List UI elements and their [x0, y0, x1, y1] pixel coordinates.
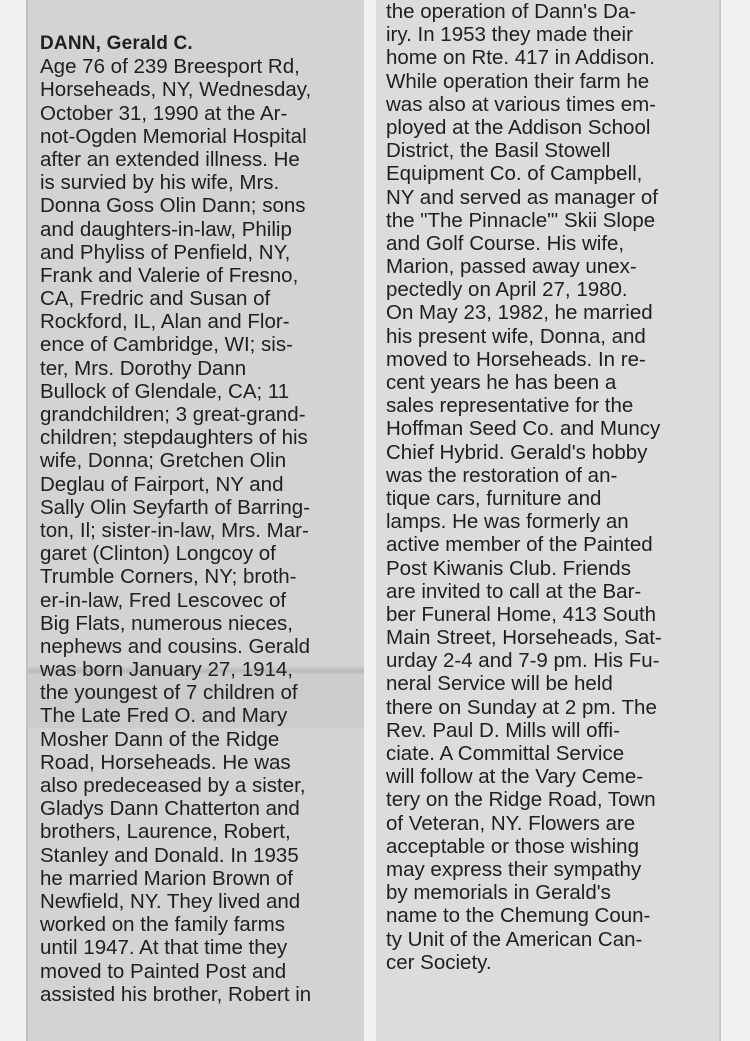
scan-edge-right [719, 0, 721, 1041]
text-line: Big Flats, numerous nieces, [40, 611, 293, 635]
obituary-left-column [40, 32, 358, 1006]
text-line: the "The Pinnacle"' Skii Slope [386, 208, 656, 232]
text-line: grandchildren; 3 great-grand- [40, 403, 306, 426]
text-line: ber Funeral Home, 413 South [386, 602, 657, 626]
text-line: Deglau of Fairport, NY and [40, 472, 284, 496]
text-line: he married Marion Brown of [40, 866, 293, 890]
text-line: iry. In 1953 they made their [386, 23, 633, 47]
text-line: name to the Chemung Coun- [386, 904, 651, 928]
text-line: and daughters-in-law, Philip [40, 217, 292, 241]
text-line: by memorials in Gerald's [386, 881, 611, 905]
text-line: the youngest of 7 children of [40, 681, 298, 705]
text-line: While operation their farm he [386, 69, 650, 93]
text-line: Road, Horseheads. He was [40, 750, 291, 774]
text-line: Post Kiwanis Club. Friends [386, 556, 631, 580]
text-line: moved to Horseheads. In re- [386, 347, 646, 371]
text-line: pectedly on April 27, 1980. [386, 278, 628, 302]
text-line: of Veteran, NY. Flowers are [386, 811, 636, 835]
text-line: home on Rte. 417 in Addison. [386, 46, 655, 70]
text-line: after an extended illness. He [40, 147, 300, 171]
text-line: Marion, passed away unex- [386, 255, 637, 279]
text-line: District, the Basil Stowell [386, 139, 611, 163]
text-line: and Phyliss of Penfield, NY, [40, 240, 291, 264]
text-line: also predeceased by a sister, [40, 774, 306, 797]
text-line: are invited to call at the Bar- [386, 579, 642, 603]
text-line: Age 76 of 239 Breesport Rd, [40, 55, 300, 79]
text-line: nephews and cousins. Gerald [40, 634, 311, 658]
text-line: Chief Hybrid. Gerald's hobby [386, 440, 648, 464]
text-line: ton, Il; sister-in-law, Mrs. Mar- [40, 518, 309, 542]
text-line: worked on the family farms [40, 913, 285, 937]
text-line: tique cars, furniture and [386, 486, 602, 510]
obituary-heading: DANN, Gerald C. [40, 33, 193, 54]
text-line: Equipment Co. of Campbell, [386, 162, 643, 186]
text-line: Bullock of Glendale, CA; 11 [40, 379, 290, 403]
text-line: was born January 27, 1914, [40, 658, 293, 682]
text-line: Horseheads, NY, Wednesday, [40, 78, 312, 102]
text-line: was also at various times em- [386, 92, 657, 116]
text-line: Rockford, IL, Alan and Flor- [40, 310, 290, 334]
text-line: er-in-law, Fred Lescovec of [40, 588, 287, 612]
text-line: The Late Fred O. and Mary [40, 704, 288, 728]
text-line: Hoffman Seed Co. and Muncy [386, 417, 661, 441]
text-line: neral Service will be held [386, 672, 613, 696]
text-line: cent years he has been a [386, 371, 617, 394]
text-line: Frank and Valerie of Fresno, [40, 263, 299, 287]
text-line: garet (Clinton) Longcoy of [40, 542, 276, 566]
text-line: Mosher Dann of the Ridge [40, 727, 280, 751]
right-column-text [386, 0, 711, 974]
text-line: tery on the Ridge Road, Town [386, 788, 656, 812]
text-line: NY and served as manager of [386, 185, 658, 209]
text-line: ence of Cambridge, WI; sis- [40, 333, 293, 357]
text-line: his present wife, Donna, and [386, 324, 646, 348]
left-column-text [40, 55, 358, 1006]
text-line: ployed at the Addison School [386, 115, 651, 139]
text-line: active member of the Painted [386, 533, 653, 557]
text-line: Main Street, Horseheads, Sat- [386, 626, 662, 650]
text-line: moved to Painted Post and [40, 959, 287, 983]
text-line: not-Ogden Memorial Hospital [40, 124, 307, 148]
text-line: CA, Fredric and Susan of [40, 287, 271, 311]
text-line: until 1947. At that time they [40, 936, 288, 960]
text-line: lamps. He was formerly an [386, 510, 629, 534]
text-line: brothers, Laurence, Robert, [40, 820, 291, 844]
text-line: will follow at the Vary Ceme- [386, 765, 644, 789]
text-line: is survied by his wife, Mrs. [40, 171, 280, 195]
text-line: October 31, 1990 at the Ar- [40, 101, 288, 125]
text-line: there on Sunday at 2 pm. The [386, 695, 657, 719]
text-line: Stanley and Donald. In 1935 [40, 843, 299, 867]
obituary-right-column [386, 0, 711, 974]
text-line: and Golf Course. His wife, [386, 231, 625, 255]
text-line: wife, Donna; Gretchen Olin [40, 449, 287, 473]
text-line: cer Society. [386, 950, 492, 974]
text-line: Trumble Corners, NY; broth- [40, 565, 297, 589]
text-line: urday 2-4 and 7-9 pm. His Fu- [386, 649, 660, 673]
text-line: Rev. Paul D. Mills will offi- [386, 718, 620, 742]
text-line: ty Unit of the American Can- [386, 927, 643, 951]
text-line: On May 23, 1982, he married [386, 301, 653, 325]
text-line: children; stepdaughters of his [40, 426, 308, 450]
text-line: Donna Goss Olin Dann; sons [40, 194, 306, 218]
text-line: acceptable or those wishing [386, 834, 639, 858]
text-line: was the restoration of an- [386, 463, 618, 487]
text-line: ter, Mrs. Dorothy Dann [40, 356, 247, 380]
text-line: the operation of Dann's Da- [386, 0, 637, 23]
text-line: Sally Olin Seyfarth of Barring- [40, 495, 311, 519]
text-line: assisted his brother, Robert in [40, 982, 312, 1006]
text-line: Newfield, NY. They lived and [40, 889, 301, 913]
text-line: may express their sympathy [386, 857, 642, 881]
text-line: sales representative for the [386, 394, 634, 418]
text-line: Gladys Dann Chatterton and [40, 797, 300, 821]
text-line: ciate. A Committal Service [386, 742, 625, 765]
